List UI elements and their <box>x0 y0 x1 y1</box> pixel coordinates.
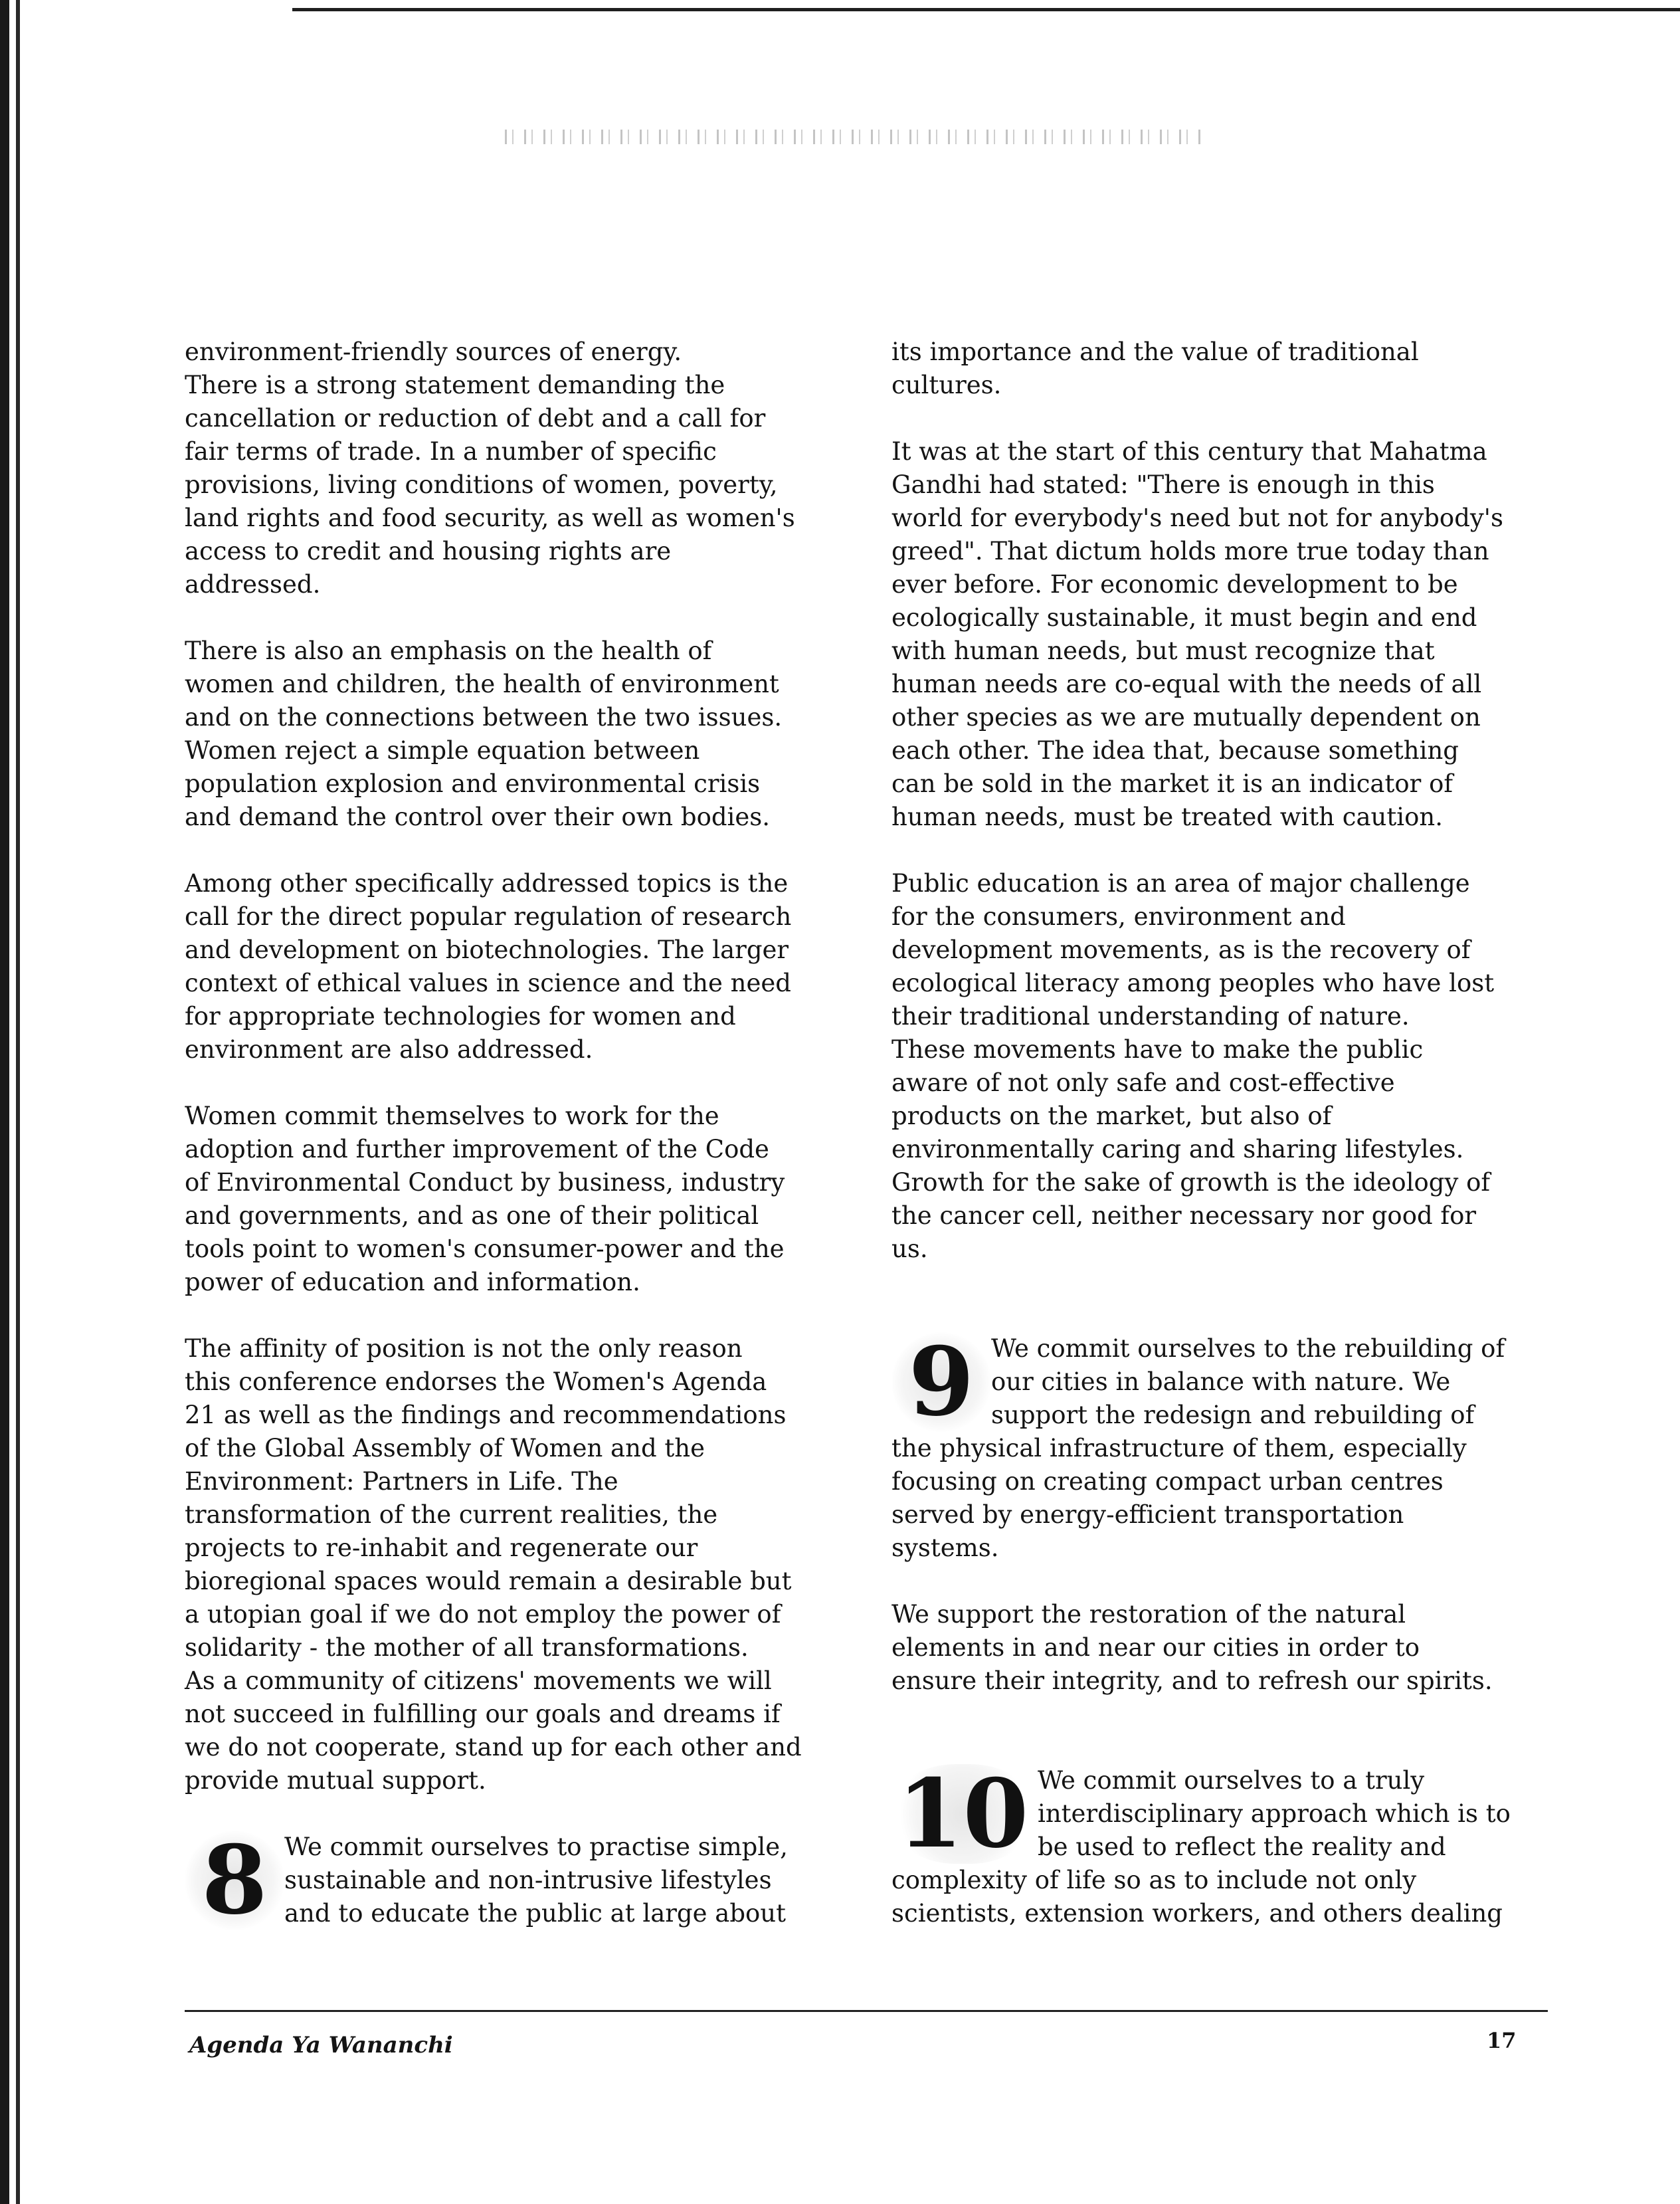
commitment-9-line-1: We commit ourselves to the rebuilding of <box>991 1334 1505 1363</box>
right-paragraph-4: We support the restoration of the natural elements in and near our cities in order to ensure their integrity, and to refresh our spirits. <box>891 1600 1493 1695</box>
right-paragraph-3: Public education is an area of major challenge for the consumers, environment and development movements, as is the recovery of ecological literacy among peoples who have lost their traditional understanding of nature. These movements have to make the public aware of not only safe and cost-effective products on the market, but also of environmentally caring and sharing lifestyles. Growth for the sake of growth is the ideology of the cancer cell, neither necessary nor good for us. <box>891 869 1495 1263</box>
footer-divider <box>185 2010 1548 2012</box>
left-paragraph-3: Among other specifically addressed topics is the call for the direct popular regulation of research and development on biotechnologies. The larger context of ethical values in science and the need for appropriate technologies for women and environment are also addressed. <box>185 869 792 1064</box>
left-paragraph-4: Women commit themselves to work for the adoption and further improvement of the Code of Environmental Conduct by business, industry and governments, and as one of their political tools point to women's consumer-power and the power of education and information. <box>185 1102 785 1296</box>
right-paragraph-2: It was at the start of this century that Mahatma Gandhi had stated: "There is enough in this world for everybody's need but not for anybody's greed". That dictum holds more true today than ever before. For economic development to be ecologically sustainable, it must begin and end with human needs, but must recognize that human needs are co-equal with the needs of all other species as we are mutually dependent on each other. The idea that, because something can be sold in the market it is an indicator of human needs, must be treated with caution. <box>891 437 1503 831</box>
footer-page-number: 17 <box>1487 2028 1517 2053</box>
commitment-10-line-2: interdisciplinary approach which is to <box>1038 1799 1511 1828</box>
commitment-number-9: 9 <box>891 1332 991 1432</box>
commitment-9-line-3: support the redesign and rebuilding of <box>991 1401 1475 1429</box>
commitment-9-rest: the physical infrastructure of them, especially focusing on creating compact urban centres served by energy-efficient transportation systems. <box>891 1434 1467 1562</box>
commitment-number-10: 10 <box>891 1764 1034 1864</box>
commitment-10-line-1: We commit ourselves to a truly <box>1038 1766 1425 1795</box>
commitment-8 <box>185 1825 849 1936</box>
commitment-10 <box>891 1759 1562 1930</box>
commitment-8-line-1: We commit ourselves to practise simple, <box>284 1833 788 1861</box>
scan-edge-left <box>0 0 9 2204</box>
scan-noise <box>505 130 1202 144</box>
commitment-10-line-3: be used to reflect the reality and <box>1038 1833 1446 1861</box>
right-column <box>891 336 1562 1963</box>
left-column <box>185 336 849 1963</box>
commitment-8-line-3: and to educate the public at large about <box>284 1899 786 1928</box>
scan-edge-top <box>292 8 1680 11</box>
left-paragraph-2: There is also an emphasis on the health of women and children, the health of environment and on the connections between the two issues. Women reject a simple equation between population explosion and environmental crisis and demand the control over their own bodies. <box>185 637 783 831</box>
left-paragraph-5: The affinity of position is not the only reason this conference endorses the Women's Agenda 21 as well as the findings and recommendations of the Global Assembly of Women and the Environment: Partners in Life. The transformation of the current realities, the projects to re-inhabit and regenerate our bioregional spaces would remain a desirable but a utopian goal if we do not employ the power of solidarity - the mother of all transformations. As a community of citizens' movements we will not succeed in fulfilling our goals and dreams if we do not cooperate, stand up for each other and provide mutual support. <box>185 1334 802 1795</box>
left-paragraph-1: environment-friendly sources of energy. There is a strong statement demanding the cancellation or reduction of debt and a call for fair terms of trade. In a number of specific provisions, living conditions of women, poverty, land rights and food security, as well as women's access to credit and housing rights are addressed. <box>185 338 795 599</box>
commitment-10-rest: complexity of life so as to include not only scientists, extension workers, and others dealing <box>891 1866 1503 1928</box>
right-paragraph-1: its importance and the value of traditional cultures. <box>891 338 1419 399</box>
footer-publication-title: Agenda Ya Wananchi <box>189 2032 453 2058</box>
commitment-8-line-2: sustainable and non-intrusive lifestyles <box>284 1866 772 1894</box>
scan-edge-left-inner <box>16 0 20 2204</box>
commitment-9-line-2: our cities in balance with nature. We <box>991 1367 1451 1396</box>
commitment-9 <box>891 1327 1562 1565</box>
commitment-number-8: 8 <box>185 1831 284 1930</box>
